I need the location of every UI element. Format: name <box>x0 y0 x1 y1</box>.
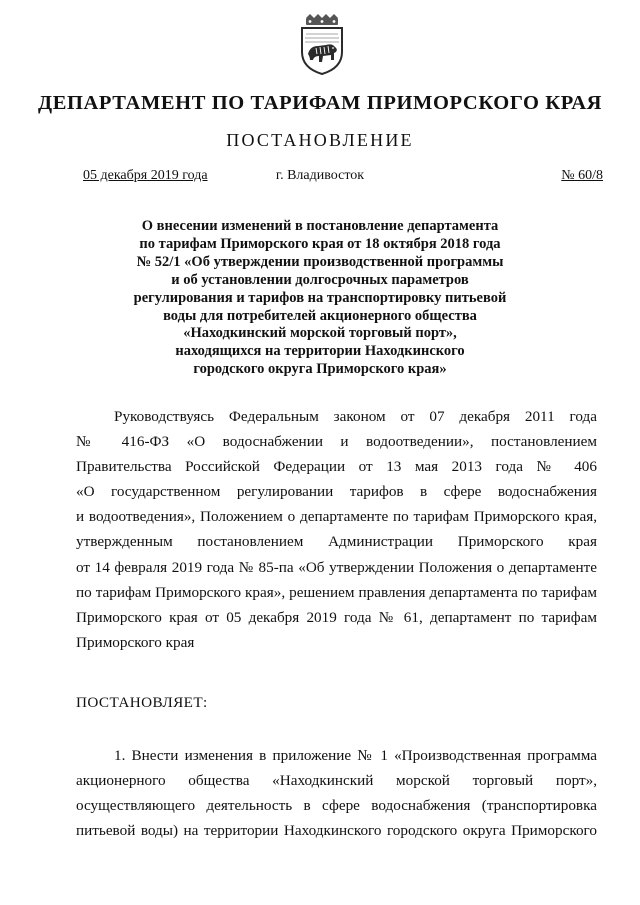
paragraph-line: утвержденным постановлением Администрации Приморского края <box>76 533 597 551</box>
subject-line: № 52/1 «Об утверждении производственной программы <box>136 253 504 270</box>
decree-heading: ПОСТАНОВЛЯЕТ: <box>76 694 208 711</box>
paragraph-line: Приморского края от 05 декабря 2019 года № 61, департамент по тарифам <box>76 608 597 626</box>
paragraph-line: и водоотведения», Положением о департаменте по тарифам Приморского края, <box>76 508 597 526</box>
subject-line: городского округа Приморского края» <box>193 361 447 378</box>
paragraph-line: по тарифам Приморского края», решением правления департамента по тарифам <box>76 583 597 601</box>
subject-line: регулирования и тарифов на транспортировку питьевой <box>133 289 507 306</box>
subject-line: по тарифам Приморского края от 18 октября 2018 года <box>139 235 501 252</box>
document-city: г. Владивосток <box>275 168 365 183</box>
coat-of-arms-icon <box>296 14 348 76</box>
department-title: ДЕПАРТАМЕНТ ПО ТАРИФАМ ПРИМОРСКОГО КРАЯ <box>37 92 603 114</box>
subject-line: воды для потребителей акционерного общества <box>163 307 477 324</box>
paragraph-line: Приморского края <box>76 633 195 651</box>
paragraph-line: питьевой воды) на территории Находкинского городского округа Приморского <box>76 822 597 840</box>
subject-line: и об установлении долгосрочных параметров <box>171 271 469 288</box>
subject-line: О внесении изменений в постановление департамента <box>141 218 499 234</box>
document-subject <box>100 218 540 379</box>
paragraph-line: от 14 февраля 2019 года № 85-па «Об утверждении Положения о департаменте <box>76 558 597 576</box>
crown-icon <box>306 14 338 25</box>
paragraph-line: акционерного общества «Находкинский морской торговый порт», <box>76 772 597 790</box>
paragraph-line: Руководствуясь Федеральным законом от 07 декабря 2011 года <box>114 408 597 425</box>
item-1-paragraph <box>76 743 597 843</box>
document-type: ПОСТАНОВЛЕНИЕ <box>226 130 414 150</box>
preamble-paragraph <box>76 404 597 655</box>
subject-line: находящихся на территории Находкинского <box>175 343 465 360</box>
document-number: № 60/8 <box>561 168 603 183</box>
document-date: 05 декабря 2019 года <box>83 168 208 183</box>
paragraph-line: 1. Внести изменения в приложение № 1 «Производственная программа <box>114 747 597 764</box>
subject-line: «Находкинский морской торговый порт», <box>183 325 457 342</box>
paragraph-line: № 416-ФЗ «О водоснабжении и водоотведении», постановлением <box>76 433 597 451</box>
paragraph-line: «О государственном регулировании тарифов в сфере водоснабжения <box>76 483 597 501</box>
paragraph-line: Правительства Российской Федерации от 13 мая 2013 года № 406 <box>76 458 597 476</box>
paragraph-line: осуществляющего деятельность в сфере водоснабжения (транспортировка <box>76 797 597 815</box>
